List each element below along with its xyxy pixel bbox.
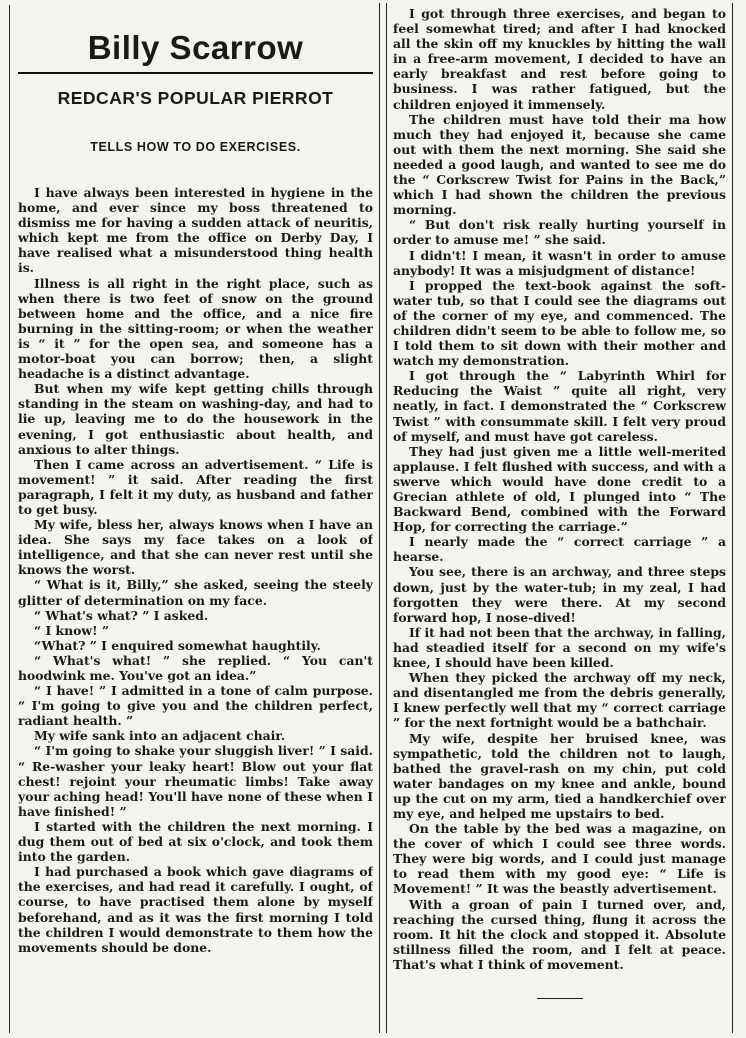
paragraph: “ I'm going to shake your sluggish liver! ” I said. “ Re-washer your leaky heart! Blow out your flat chest! rejoint your rheumatic limbs! Take away your aching head! You'll have none of these when I have finished! ” (18, 743, 373, 819)
paragraph: “ What's what? ” I asked. (34, 607, 209, 623)
paragraph: “ I have! ” I admitted in a tone of calm purpose. “ I'm going to give you and the children perfect, radiant health. ” (18, 683, 373, 729)
column-rule-middle-second (386, 3, 387, 1033)
paragraph: When they picked the archway off my neck, and disentangled me from the debris generally, I knew perfectly well that my “ correct carriage ” for the next fortnight would be a bathchair. (393, 670, 726, 731)
paragraph: “ What's what! ” she replied. “ You can't hoodwink me. You've got an idea.” (18, 652, 373, 683)
article-subsubheading: TELLS HOW TO DO EXERCISES. (90, 140, 301, 154)
paragraph: The children must have told their ma how much they had enjoyed it, because she came out with them the next morning. She said she needed a good laugh, and wanted to see me do the “ Corkscrew Twist for Pains in the Back,” which I had shown the children the previous morning. (393, 111, 726, 218)
paragraph: My wife, bless her, always knows when I have an idea. She says my face takes on a look of intelligence, and that she can never rest until she knows the worst. (18, 517, 373, 578)
paragraph: I have always been interested in hygiene in the home, and ever since my boss threatened to dismiss me for having a sudden attack of neuritis, which kept me from the office on Derby Day, I have realised what a misunderstood thing health is. (18, 185, 373, 276)
column-rule-middle (379, 3, 380, 1033)
article-end-rule (537, 998, 583, 999)
article-subheading: REDCAR'S POPULAR PIERROT (57, 88, 334, 108)
paragraph: “ I know! ” (34, 622, 109, 638)
paragraph: I didn't! I mean, it wasn't in order to amuse anybody! It was a misjudgment of distance! (393, 247, 726, 278)
article-column-right (393, 0, 726, 1038)
paragraph: I got through the “ Labyrinth Whirl for Reducing the Waist ” quite all right, very neatly, in fact. I demonstrated the “ Corkscrew Twist ” with consummate skill. I felt very proud of myself, and must have got careless. (393, 368, 726, 444)
article-column-left (18, 0, 373, 1038)
paragraph: They had just given me a little well-merited applause. I felt flushed with success, and with a swerve which would have done credit to a Grecian athlete of old, I plunged into “ The Backward Bend, combined with the Forward Hop, for correcting the carriage.” (393, 443, 726, 535)
paragraph: I propped the text-book against the soft-water tub, so that I could see the diagrams out of the corner of my eye, and commenced. The children didn't seem to be able to follow me, so I told them to sit down with their mother and watch my demonstration. (393, 277, 726, 369)
column-rule-left (9, 5, 10, 1033)
paragraph: My wife sank into an adjacent chair. (34, 728, 286, 744)
paragraph: If it had not been that the archway, in falling, had steadied itself for a second on my wife's knee, I should have been killed. (393, 624, 726, 671)
article-headline: Billy Scarrow (18, 28, 373, 74)
paragraph: “What? ” I enquired somewhat haughtily. (34, 637, 321, 653)
paragraph: You see, there is an archway, and three steps down, just by the water-tub; in my zeal, I had forgotten they were there. At my second forward hop, I nose-dived! (393, 564, 726, 625)
paragraph: I nearly made the “ correct carriage ” a hearse. (393, 534, 726, 565)
paragraph: My wife, despite her bruised knee, was sympathetic, told the children not to laugh, bathed the gravel-rash on my chin, put cold water bandages on my knee and ankle, bound up the cut on my arm, tied a handkerchief over my eye, and helped me upstairs to bed. (393, 730, 726, 821)
paragraph: But when my wife kept getting chills through standing in the steam on washing-day, and had to lie up, leaving me to do the housework in the evening, I got enthusiastic about health, and anxious to alter things. (18, 381, 373, 457)
article-body-left (18, 185, 373, 955)
paragraph: I had purchased a book which gave diagrams of the exercises, and had read it carefully. I ought, of course, to have practised them alone by myself beforehand, and as it was the first morning I told the children I would demonstrate to them how the movements should be done. (18, 864, 373, 955)
paragraph: Then I came across an advertisement. “ Life is movement! ” it said. After reading the first paragraph, I felt it my duty, as husband and father to get busy. (18, 456, 373, 517)
paragraph: I started with the children the next morning. I dug them out of bed at six o'clock, and took them into the garden. (18, 818, 373, 865)
paragraph: Illness is all right in the right place, such as when there is two feet of snow on the ground between home and the office, and a nice fire burning in the sitting-room; or when the weather is “ it ” for the open sea, and someone has a motor-boat you can borrow; then, a slight headache is a distinct advantage. (18, 275, 373, 382)
article-body-right (393, 6, 726, 972)
paragraph: With a groan of pain I turned over, and, reaching the cursed thing, flung it across the room. It hit the clock and stopped it. Absolute stillness filled the room, and I felt at peace. That's what I think of movement. (393, 896, 726, 972)
paragraph: On the table by the bed was a magazine, on the cover of which I could see three words. They were big words, and I could just manage to read them with my good eye: “ Life is Movement! ” It was the beastly advertisement. (393, 821, 726, 897)
paragraph: “ But don't risk really hurting yourself in order to amuse me! ” she said. (393, 217, 726, 248)
paragraph: I got through three exercises, and began to feel somewhat tired; and after I had knocked all the skin off my knuckles by hitting the wall in a free-arm movement, I decided to have an early breakfast and rest before going to business. I was rather fatigued, but the children enjoyed it immensely. (393, 6, 726, 112)
paragraph: “ What is it, Billy,” she asked, seeing the steely glitter of determination on my face. (18, 577, 373, 608)
column-rule-right (732, 3, 733, 1033)
